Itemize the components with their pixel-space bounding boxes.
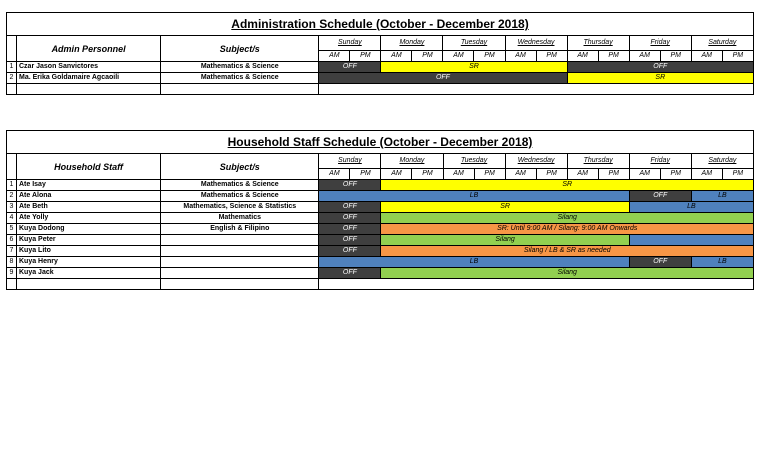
header-subject: Subject/s bbox=[161, 154, 319, 180]
subject-cell: Mathematics & Science bbox=[161, 180, 319, 191]
am-header: AM bbox=[381, 169, 412, 180]
schedule-segment: OFF bbox=[319, 73, 567, 84]
day-header: Sunday bbox=[319, 154, 381, 169]
am-header: AM bbox=[567, 169, 598, 180]
schedule-segment: OFF bbox=[567, 62, 753, 73]
subject-cell: Mathematics & Science bbox=[161, 62, 319, 73]
row-number: 2 bbox=[7, 73, 17, 84]
schedule-segment: OFF bbox=[319, 235, 381, 246]
person-name: Kuya Lito bbox=[17, 246, 161, 257]
day-header: Friday bbox=[629, 36, 691, 51]
header-spacer bbox=[7, 36, 17, 62]
am-header: AM bbox=[505, 169, 536, 180]
schedule-segment: LB bbox=[691, 257, 753, 268]
person-name: Czar Jason Sanvictores bbox=[17, 62, 161, 73]
am-header: AM bbox=[381, 51, 412, 62]
subject-cell: English & Filipino bbox=[161, 224, 319, 235]
row-number: 1 bbox=[7, 180, 17, 191]
empty-cell bbox=[319, 279, 754, 290]
header-row-days bbox=[7, 36, 754, 51]
table-row bbox=[7, 235, 754, 246]
day-header: Tuesday bbox=[443, 154, 505, 169]
person-name: Ate Alona bbox=[17, 191, 161, 202]
schedule-segment: LB bbox=[629, 202, 753, 213]
schedule-segment: SR bbox=[381, 180, 754, 191]
day-header: Tuesday bbox=[443, 36, 505, 51]
empty-cell bbox=[161, 84, 319, 95]
subject-cell: Mathematics & Science bbox=[161, 191, 319, 202]
schedule-segment: Silang bbox=[381, 235, 629, 246]
header-subject: Subject/s bbox=[161, 36, 319, 62]
pm-header: PM bbox=[536, 51, 567, 62]
person-name: Ate Yolly bbox=[17, 213, 161, 224]
empty-cell bbox=[7, 279, 17, 290]
header-person: Household Staff bbox=[17, 154, 161, 180]
pm-header: PM bbox=[412, 169, 443, 180]
am-header: AM bbox=[691, 169, 722, 180]
am-header: AM bbox=[691, 51, 722, 62]
pm-header: PM bbox=[474, 51, 505, 62]
empty-cell bbox=[17, 279, 161, 290]
day-header: Monday bbox=[381, 36, 443, 51]
subject-cell bbox=[161, 268, 319, 279]
schedule-segment: Silang bbox=[381, 268, 754, 279]
pm-header: PM bbox=[598, 51, 629, 62]
person-name: Kuya Jack bbox=[17, 268, 161, 279]
row-number: 2 bbox=[7, 191, 17, 202]
schedule-segment: LB bbox=[319, 191, 629, 202]
table-row bbox=[7, 268, 754, 279]
schedule-segment: OFF bbox=[319, 62, 381, 73]
row-number: 8 bbox=[7, 257, 17, 268]
subject-cell: Mathematics, Science & Statistics bbox=[161, 202, 319, 213]
person-name: Kuya Dodong bbox=[17, 224, 161, 235]
am-header: AM bbox=[319, 51, 350, 62]
schedule-segment: OFF bbox=[629, 257, 691, 268]
pm-header: PM bbox=[350, 169, 381, 180]
am-header: AM bbox=[443, 169, 474, 180]
table-row bbox=[7, 62, 754, 73]
row-number: 4 bbox=[7, 213, 17, 224]
empty-cell bbox=[319, 84, 754, 95]
row-number: 6 bbox=[7, 235, 17, 246]
schedule-segment: SR bbox=[381, 62, 567, 73]
person-name: Kuya Peter bbox=[17, 235, 161, 246]
schedule-segment bbox=[629, 235, 753, 246]
table-row bbox=[7, 202, 754, 213]
day-header: Wednesday bbox=[505, 154, 567, 169]
subject-cell bbox=[161, 246, 319, 257]
empty-cell bbox=[7, 84, 17, 95]
person-name: Ate Isay bbox=[17, 180, 161, 191]
am-header: AM bbox=[567, 51, 598, 62]
schedule-segment: LB bbox=[319, 257, 629, 268]
table-row bbox=[7, 213, 754, 224]
header-spacer bbox=[7, 154, 17, 180]
schedule-segment: OFF bbox=[319, 268, 381, 279]
header-person: Admin Personnel bbox=[17, 36, 161, 62]
schedule-segment: OFF bbox=[319, 224, 381, 235]
admin-schedule-table bbox=[6, 12, 754, 95]
subject-cell bbox=[161, 235, 319, 246]
schedule-segment: OFF bbox=[319, 180, 381, 191]
day-header: Saturday bbox=[691, 36, 753, 51]
household-schedule bbox=[6, 130, 754, 290]
pm-header: PM bbox=[722, 51, 753, 62]
am-header: AM bbox=[319, 169, 350, 180]
pm-header: PM bbox=[350, 51, 381, 62]
am-header: AM bbox=[443, 51, 474, 62]
pm-header: PM bbox=[598, 169, 629, 180]
pm-header: PM bbox=[660, 169, 691, 180]
am-header: AM bbox=[505, 51, 536, 62]
am-header: AM bbox=[629, 51, 660, 62]
row-number: 9 bbox=[7, 268, 17, 279]
row-number: 3 bbox=[7, 202, 17, 213]
admin-schedule bbox=[6, 12, 754, 95]
pm-header: PM bbox=[536, 169, 567, 180]
schedule-segment: Silang bbox=[381, 213, 754, 224]
row-number: 1 bbox=[7, 62, 17, 73]
table-row bbox=[7, 246, 754, 257]
person-name: Kuya Henry bbox=[17, 257, 161, 268]
person-name: Ma. Erika Goldamaire Agcaoili bbox=[17, 73, 161, 84]
day-header: Monday bbox=[381, 154, 443, 169]
schedule-segment: OFF bbox=[319, 213, 381, 224]
subject-cell bbox=[161, 257, 319, 268]
row-number: 7 bbox=[7, 246, 17, 257]
person-name: Ate Beth bbox=[17, 202, 161, 213]
day-header: Wednesday bbox=[505, 36, 567, 51]
am-header: AM bbox=[629, 169, 660, 180]
schedule-segment: LB bbox=[691, 191, 753, 202]
pm-header: PM bbox=[722, 169, 753, 180]
empty-cell bbox=[161, 279, 319, 290]
title-row bbox=[7, 13, 754, 36]
subject-cell: Mathematics & Science bbox=[161, 73, 319, 84]
schedule-title: Household Staff Schedule (October - December 2018) bbox=[7, 131, 754, 154]
schedule-segment: Silang / LB & SR as needed bbox=[381, 246, 754, 257]
schedule-segment: OFF bbox=[319, 202, 381, 213]
day-header: Sunday bbox=[319, 36, 381, 51]
day-header: Saturday bbox=[691, 154, 753, 169]
day-header: Thursday bbox=[567, 154, 629, 169]
day-header: Thursday bbox=[567, 36, 629, 51]
schedule-segment: OFF bbox=[319, 246, 381, 257]
empty-cell bbox=[17, 84, 161, 95]
pm-header: PM bbox=[474, 169, 505, 180]
empty-row bbox=[7, 279, 754, 290]
empty-row bbox=[7, 84, 754, 95]
pm-header: PM bbox=[660, 51, 691, 62]
table-row bbox=[7, 180, 754, 191]
table-row bbox=[7, 257, 754, 268]
schedule-segment: SR bbox=[381, 202, 629, 213]
household-schedule-table bbox=[6, 130, 754, 290]
schedule-segment: SR: Until 9:00 AM / Silang: 9:00 AM Onwards bbox=[381, 224, 754, 235]
pm-header: PM bbox=[412, 51, 443, 62]
row-number: 5 bbox=[7, 224, 17, 235]
table-row bbox=[7, 73, 754, 84]
day-header: Friday bbox=[629, 154, 691, 169]
subject-cell: Mathematics bbox=[161, 213, 319, 224]
table-row bbox=[7, 224, 754, 235]
schedule-segment: OFF bbox=[629, 191, 691, 202]
schedule-title: Administration Schedule (October - December 2018) bbox=[7, 13, 754, 36]
table-row bbox=[7, 191, 754, 202]
header-row-days bbox=[7, 154, 754, 169]
schedule-segment: SR bbox=[567, 73, 753, 84]
title-row bbox=[7, 131, 754, 154]
